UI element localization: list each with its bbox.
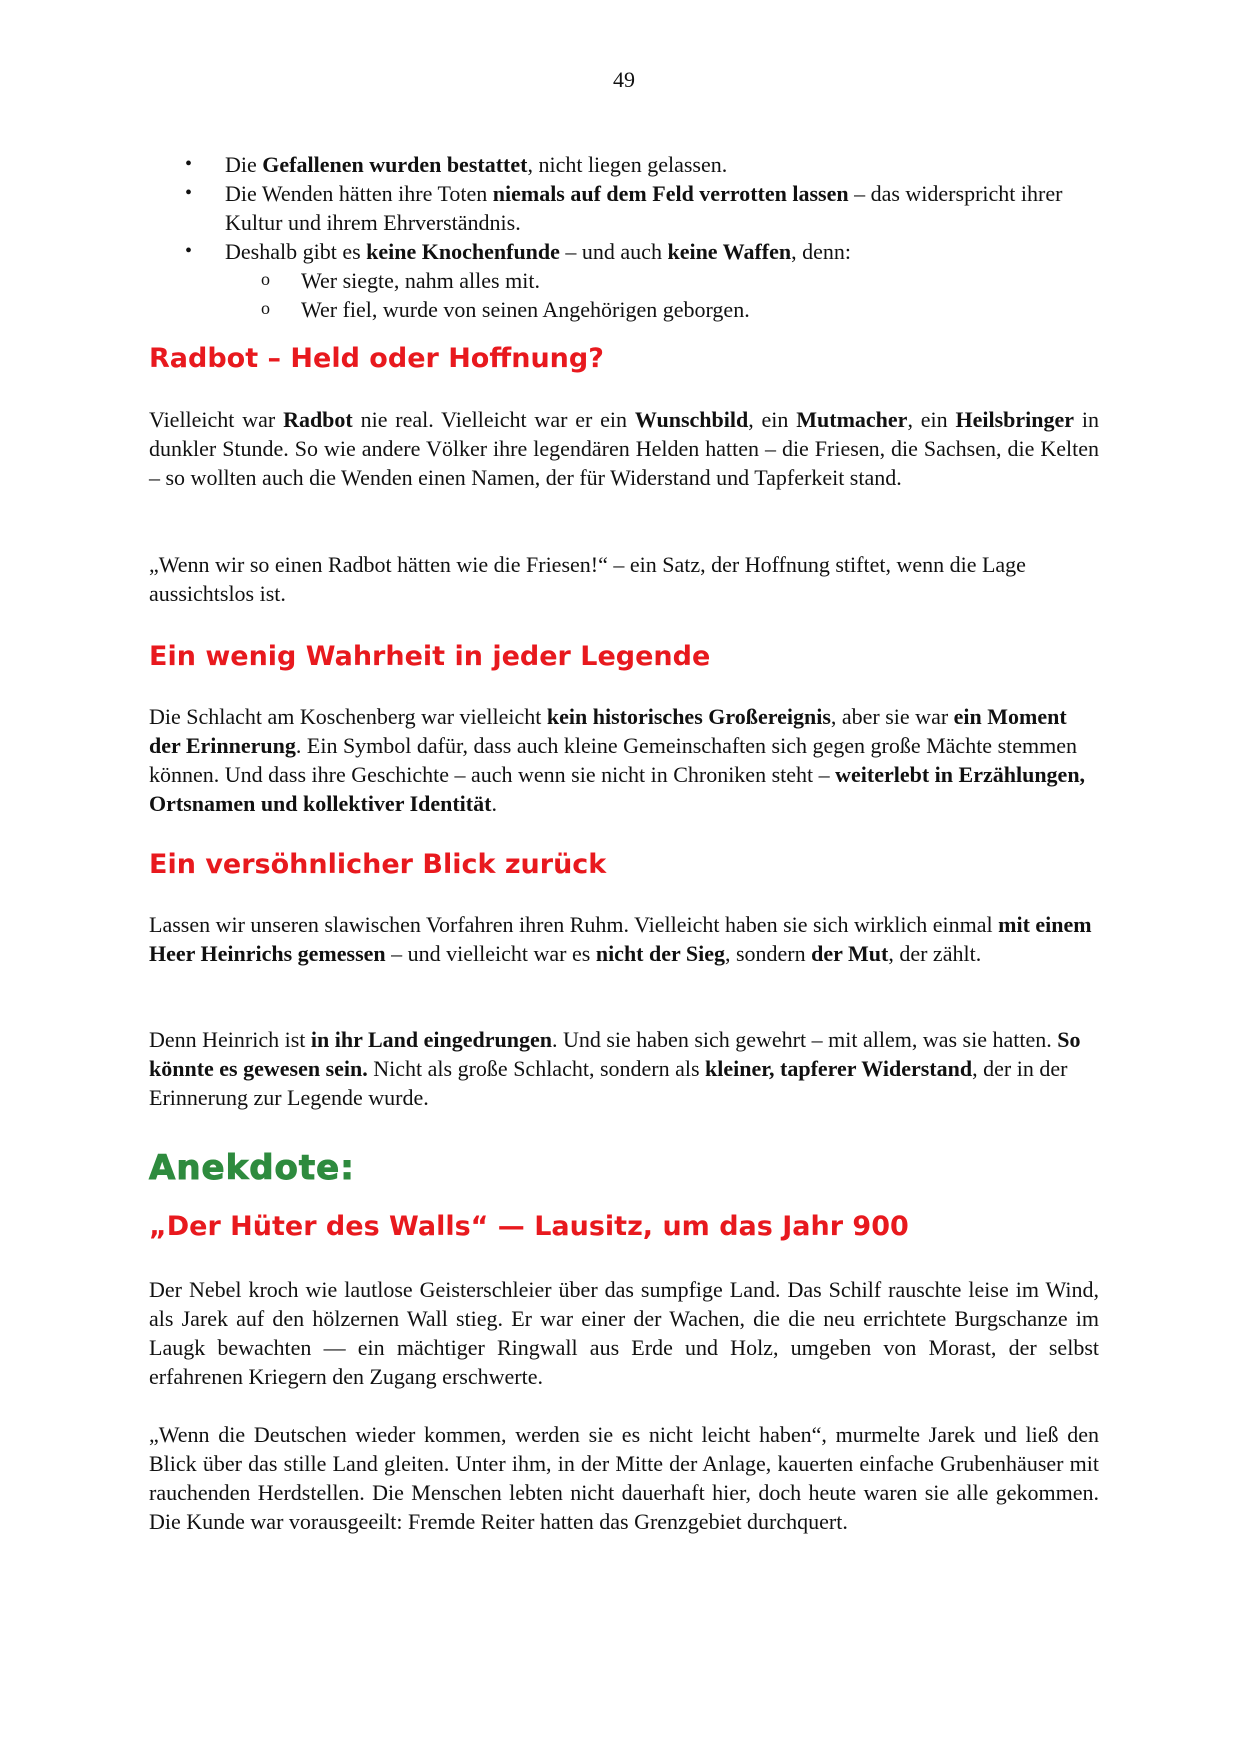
anekdote-label: Anekdote: [149, 1148, 355, 1188]
paragraph-blick-1: Lassen wir unseren slawischen Vorfahren ihren Ruhm. Vielleicht haben sie sich wirklich einmal mit einem Heer Heinrichs gemessen – und vielleicht war es nicht der Sieg, sondern der Mut, der zählt. [149, 912, 1092, 966]
sub-bullet-item: o Wer siegte, nahm alles mit. [225, 266, 1099, 295]
sub-bullet-list [225, 266, 1099, 324]
paragraph-blick-2: Denn Heinrich ist in ihr Land eingedrungen. Und sie haben sich gewehrt – mit allem, was sie hatten. So könnte es gewesen sein. Nicht als große Schlacht, sondern als kleiner, tapferer Widerstand, der in der Erinnerung zur Legende wurde. [149, 1027, 1081, 1110]
section-heading-radbot: Radbot – Held oder Hoffnung? [149, 343, 604, 374]
bullet-item: • Deshalb gibt es keine Knochenfunde – und auch keine Waffen, denn: o Wer siegte, nahm alles mit. o Wer fiel, wurde von seinen Angehörigen geborgen. [149, 237, 1099, 324]
paragraph-wahrheit: Die Schlacht am Koschenberg war vielleicht kein historisches Großereignis, aber sie war ein Moment der Erinnerung. Ein Symbol dafür, dass auch kleine Gemeinschaften sich gegen große Mächte stemmen können. Und dass ihre Geschichte – auch wenn sie nicht in Chroniken steht – weiterlebt in Erzählungen, Ortsnamen und kollektiver Identität. [149, 704, 1086, 816]
section-heading-hueter: „Der Hüter des Walls“ — Lausitz, um das Jahr 900 [149, 1211, 909, 1242]
bullet-list [149, 150, 1099, 324]
bullet-item: • Die Gefallenen wurden bestattet, nicht liegen gelassen. [149, 150, 1099, 179]
section-heading-blick: Ein versöhnlicher Blick zurück [149, 849, 607, 880]
paragraph-hueter-2: „Wenn die Deutschen wieder kommen, werden sie es nicht leicht haben“, murmelte Jarek und ließ den Blick über das stille Land gleiten. Unter ihm, in der Mitte der Anlage, kauerten einfache Grubenhäuser mit rauchenden Herdstellen. Die Menschen lebten nicht dauerhaft hier, doch heute waren sie alle gekommen. Die Kunde war vorausgeeilt: Fremde Reiter hatten das Grenzgebiet durchquert. [149, 1422, 1099, 1534]
page-number: 49 [613, 67, 635, 92]
paragraph-hueter-1: Der Nebel kroch wie lautlose Geisterschleier über das sumpfige Land. Das Schilf rauschte leise im Wind, als Jarek auf den hölzernen Wall stieg. Er war einer der Wachen, die die neu errichtete Burgschanze im Laugk bewachten — ein mächtiger Ringwall aus Erde und Holz, umgeben von Morast, der selbst erfahrenen Kriegern den Zugang erschwerte. [149, 1277, 1099, 1389]
section-heading-wahrheit: Ein wenig Wahrheit in jeder Legende [149, 641, 711, 672]
sub-bullet-item: o Wer fiel, wurde von seinen Angehörigen geborgen. [225, 295, 1099, 324]
paragraph-radbot-quote: „Wenn wir so einen Radbot hätten wie die Friesen!“ – ein Satz, der Hoffnung stiftet, wenn die Lage aussichtslos ist. [149, 552, 1026, 606]
bullet-item: • Die Wenden hätten ihre Toten niemals auf dem Feld verrotten lassen – das widerspricht ihrer Kultur und ihrem Ehrverständnis. [149, 179, 1099, 237]
paragraph-radbot: Vielleicht war Radbot nie real. Vielleicht war er ein Wunschbild, ein Mutmacher, ein Heilsbringer in dunkler Stunde. So wie andere Völker ihre legendären Helden hatten – die Friesen, die Sachsen, die Kelten – so wollten auch die Wenden einen Namen, der für Widerstand und Tapferkeit stand. [149, 407, 1099, 490]
